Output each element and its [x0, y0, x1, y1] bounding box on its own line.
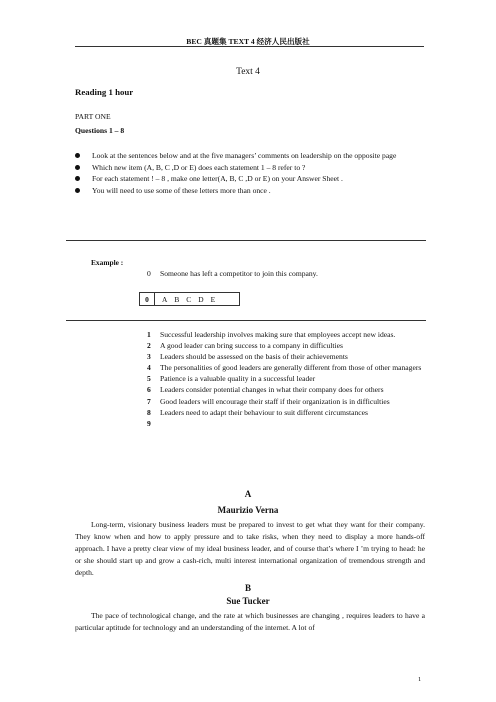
- example-option: A: [162, 294, 168, 304]
- statement-text: The personalities of good leaders are generally different from those of other managers: [160, 363, 422, 373]
- statement-number: 8: [147, 407, 151, 417]
- example-box-number: 0: [140, 293, 155, 305]
- page-header: BEC 真题集 TEXT 4 经济人民出版社: [186, 37, 310, 46]
- example-option: C: [186, 294, 192, 304]
- statement-number: 4: [147, 363, 151, 373]
- part-label: PART ONE: [75, 112, 111, 121]
- section-a-name: Maurizio Verna: [217, 505, 279, 515]
- section-b-letter: B: [244, 583, 251, 593]
- bullet-icon: [75, 165, 80, 170]
- statement-item: [147, 362, 423, 373]
- questions-label: Questions 1 – 8: [75, 126, 125, 135]
- section-b-name: Sue Tucker: [226, 596, 270, 606]
- statement-number: 6: [147, 385, 151, 395]
- example-top-rule: [66, 240, 426, 241]
- bullet-icon: [75, 176, 80, 181]
- example-number: 0: [147, 269, 151, 278]
- statement-number: 9: [147, 418, 151, 428]
- statement-text: A good leader can bring success to a company in difficulties: [160, 341, 343, 351]
- statement-text: Leaders need to adapt their behaviour to suit different circumstances: [160, 407, 368, 417]
- statement-text: Successful leadership involves making sure that employees accept new ideas.: [160, 330, 396, 339]
- instruction-item: [75, 162, 425, 174]
- example-label: Example :: [91, 258, 124, 267]
- statement-number: 1: [147, 330, 151, 339]
- instructions-list: [75, 150, 425, 196]
- statement-number: 5: [147, 374, 151, 384]
- section-a-letter: A: [244, 489, 252, 499]
- statement-item: [147, 384, 423, 395]
- section-heading: Reading 1 hour: [75, 87, 134, 97]
- statement-item: [147, 373, 423, 384]
- bullet-icon: [75, 153, 80, 158]
- statement-item: [147, 407, 423, 418]
- example-option: B: [174, 294, 180, 304]
- statement-number: 3: [147, 352, 151, 362]
- instruction-text: Look at the sentences below and at the five managers’ comments on leadership on the opposite page: [92, 151, 397, 160]
- bullet-icon: [75, 188, 80, 193]
- example-bottom-rule: [66, 320, 426, 321]
- statement-item: [147, 329, 423, 340]
- instruction-text: For each statement ! – 8 , make one letter(A, B, C ,D or E) on your Answer Sheet .: [92, 174, 343, 184]
- example-option: D: [198, 294, 204, 304]
- statement-number: 2: [147, 341, 151, 351]
- statement-item: [147, 340, 423, 351]
- instruction-text: Which new item (A, B, C ,D or E) does each statement 1 – 8 refer to ?: [92, 162, 306, 172]
- page-number: 1: [418, 676, 422, 683]
- statement-number: 7: [147, 396, 151, 406]
- statements-list: [147, 329, 423, 428]
- statement-text: Patience is a valuable quality in a successful leader: [160, 374, 316, 384]
- instruction-item: [75, 185, 425, 197]
- statement-text: Good leaders will encourage their staff if their organization is in difficulties: [160, 396, 390, 406]
- header-rule: [75, 46, 424, 47]
- document-title: Text 4: [236, 67, 260, 77]
- instruction-item: [75, 173, 425, 185]
- example-option: E: [210, 294, 216, 304]
- statement-text: Leaders consider potential changes in what their company does for others: [160, 385, 384, 395]
- example-answer-box: [139, 292, 240, 306]
- example-sentence: Someone has left a competitor to join this company.: [160, 269, 318, 278]
- statement-item: [147, 396, 423, 407]
- instruction-text: You will need to use some of these letters more than once .: [92, 185, 271, 195]
- section-a-paragraph: Long-term, visionary business leaders must be prepared to invest to get what they want for their company. They know when and how to apply pressure and to take risks, when they need to display a more hands-off approach. I have a pretty clear view of my ideal business leader, and of course that’s where I ’m trying to head: he or she should start up and grow a cash-rich, multi interest international organization of tremendous strength and depth.: [75, 520, 425, 577]
- statement-text: Leaders should be assessed on the basis of their achievements: [160, 352, 348, 362]
- instruction-item: [75, 150, 425, 162]
- section-b-paragraph: The pace of technological change, and the rate at which businesses are changing , requires leaders to have a particular aptitude for technology and an understanding of the internet. A lot of: [75, 611, 425, 632]
- statement-item: [147, 351, 423, 362]
